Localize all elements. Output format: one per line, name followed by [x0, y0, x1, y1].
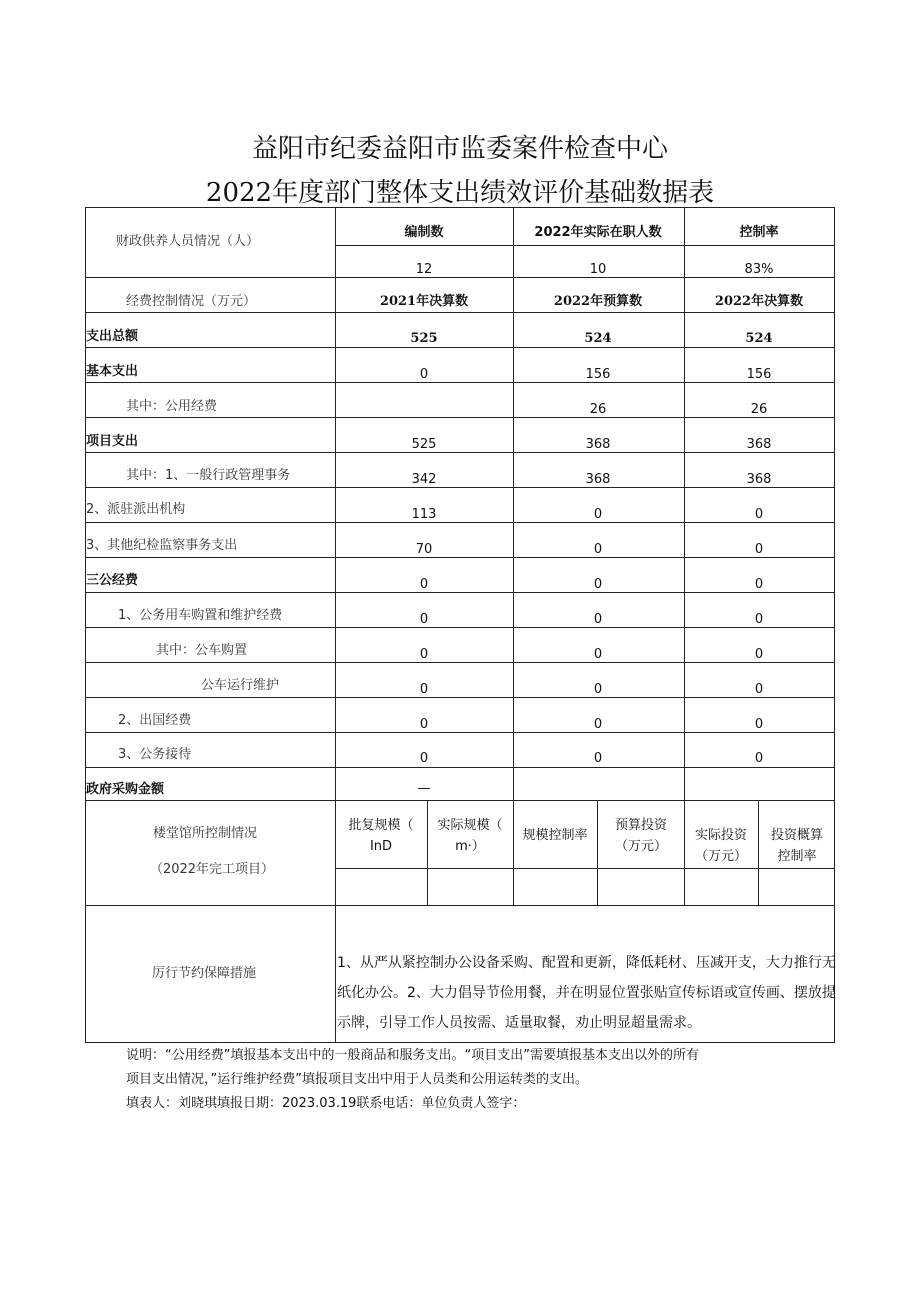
- row-value: 0: [754, 542, 764, 557]
- row-value: 368: [585, 437, 611, 452]
- row-value: 524: [745, 331, 773, 346]
- notes-line-3: 填表人：刘晓琪填报日期：2023.03.19联系电话：单位负责人签字：: [126, 1096, 526, 1111]
- row-value: 368: [746, 437, 772, 452]
- building-header-actual-investment: 实际投资: [694, 828, 748, 843]
- row-value: 368: [746, 472, 772, 487]
- building-sublabel: （2022年完工项目）: [149, 862, 275, 877]
- notes-line-2: 项目支出情况，”运行维护经费”填报项目支出中用于人员类和公用运转类的支出。: [126, 1072, 588, 1087]
- funding-header-2021: 2021年决算数: [379, 294, 469, 309]
- row-label: 其中：1、一般行政管理事务: [126, 468, 291, 483]
- measures-text: 1、从严从紧控制办公设备采购、配置和更新，降低耗材、压减开支，大力推行无纸化办公。2、大力倡导节俭用餐，并在明显位置张贴宣传标语或宣传画、摆放提示牌，引导工作人员按需、适量取餐，劝止明显超量需求。: [337, 955, 836, 1031]
- row-value: 0: [419, 647, 429, 662]
- funding-header-2022-final: 2022年决算数: [714, 294, 804, 309]
- staffing-label: 财政供养人员情况（人）: [116, 234, 260, 249]
- row-value: 0: [754, 682, 764, 697]
- row-value: 0: [593, 717, 603, 732]
- row-value: 113: [411, 507, 437, 522]
- row-value: 0: [593, 612, 603, 627]
- row-value: 525: [410, 331, 438, 346]
- building-header-actual-scale: 实际规模（: [437, 818, 503, 833]
- funding-header-2022-budget: 2022年预算数: [553, 294, 643, 309]
- page-subtitle: 2022年度部门整体支出绩效评价基础数据表: [205, 178, 715, 208]
- row-value: 0: [419, 612, 429, 627]
- building-header-estimate-rate: 控制率: [777, 849, 817, 864]
- row-value: 0: [754, 612, 764, 627]
- row-value: 0: [419, 751, 429, 766]
- building-header-actual-unit: m·）: [455, 839, 485, 854]
- row-value: 0: [754, 647, 764, 662]
- building-header-actual-investment-unit: （万元）: [694, 849, 748, 864]
- building-header-estimate: 投资概算: [770, 828, 824, 843]
- row-label: 2、出国经费: [118, 713, 192, 728]
- row-label: 基本支出: [86, 364, 139, 379]
- row-value: 368: [585, 472, 611, 487]
- staffing-header-rate: 控制率: [739, 225, 779, 240]
- staffing-header-quota: 编制数: [404, 225, 444, 240]
- staffing-value-actual: 10: [589, 262, 607, 277]
- building-header-approved-scale: 批复规模（: [348, 818, 414, 833]
- row-value: 0: [419, 682, 429, 697]
- measures-label: 厉行节约保障措施: [151, 966, 257, 981]
- funding-label: 经费控制情况（万元）: [126, 294, 257, 309]
- row-value: 0: [593, 682, 603, 697]
- row-value: 0: [419, 717, 429, 732]
- row-value: 342: [411, 472, 437, 487]
- row-value: —: [417, 781, 431, 796]
- row-label: 3、公务接待: [118, 747, 192, 762]
- row-value: 156: [585, 367, 611, 382]
- building-header-budget-investment: 预算投资: [614, 818, 668, 833]
- row-value: 0: [593, 542, 603, 557]
- row-value: 70: [415, 542, 433, 557]
- building-header-scale-rate: 规模控制率: [522, 828, 588, 843]
- building-header-approved-unit: InD: [369, 839, 393, 854]
- row-value: 524: [584, 331, 612, 346]
- row-label: 政府采购金额: [86, 782, 165, 797]
- row-value: 0: [754, 717, 764, 732]
- row-label: 项目支出: [86, 434, 139, 449]
- row-label: 2、派驻派出机构: [86, 502, 186, 517]
- building-label: 楼堂馆所控制情况: [152, 826, 258, 841]
- row-label: 3、其他纪检监察事务支出: [86, 538, 238, 553]
- row-value: 0: [593, 507, 603, 522]
- row-value: 26: [589, 402, 607, 417]
- row-label: 其中：公用经费: [126, 399, 218, 414]
- row-value: 26: [750, 402, 768, 417]
- building-header-budget-unit: （万元）: [614, 839, 668, 854]
- row-label: 1、公务用车购置和维护经费: [118, 608, 283, 623]
- row-value: 0: [419, 577, 429, 592]
- staffing-value-quota: 12: [415, 262, 433, 277]
- row-value: 0: [593, 577, 603, 592]
- row-value: 0: [419, 367, 429, 382]
- row-label: 公车运行维护: [201, 678, 280, 693]
- row-value: 0: [754, 577, 764, 592]
- staffing-header-actual: 2022年实际在职人数: [534, 225, 662, 240]
- notes-line-1: 说明：“公用经费”填报基本支出中的一般商品和服务支出。“项目支出”需要填报基本支出以外的所有: [126, 1048, 699, 1063]
- staffing-value-rate: 83%: [744, 262, 774, 277]
- row-value: 525: [411, 437, 437, 452]
- row-value: 0: [593, 751, 603, 766]
- row-value: 0: [754, 751, 764, 766]
- row-label: 其中：公车购置: [156, 643, 248, 658]
- row-value: 0: [754, 507, 764, 522]
- row-value: 156: [746, 367, 772, 382]
- row-label: 支出总额: [86, 329, 139, 344]
- page-title: 益阳市纪委益阳市监委案件检查中心: [251, 134, 668, 164]
- row-label: 三公经费: [86, 573, 139, 588]
- row-value: 0: [593, 647, 603, 662]
